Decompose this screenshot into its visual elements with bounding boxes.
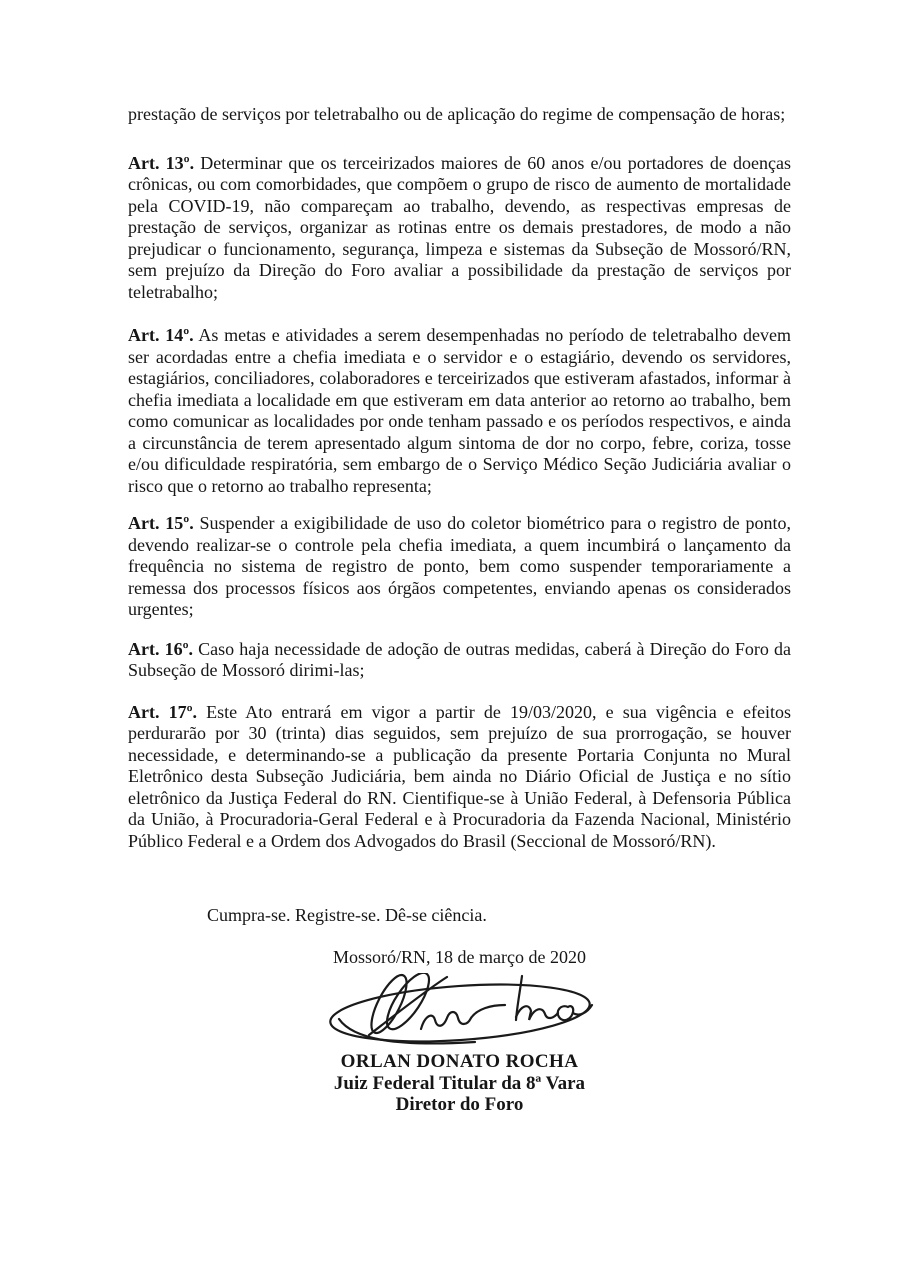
dateline: Mossoró/RN, 18 de março de 2020 [333,946,586,967]
paragraph-text: Suspender a exigibilidade de uso do coletor biométrico para o registro de ponto, devendo realizar-se o controle pela chefia imediata, a quem incumbirá o lançamento da frequência no sistema de registro de ponto, bem como suspender temporariamente a remessa dos processos físicos aos órgãos competentes, enviando apenas os considerados urgentes; [128,513,791,619]
paragraph-art-15 [128,513,791,621]
article-label: Art. 16º. [128,638,194,659]
article-label: Art. 14º. [128,325,194,345]
paragraph-art-16 [128,639,791,682]
article-label: Art. 13º. [128,152,195,173]
signatory-role: Diretor do Foro [395,1094,524,1115]
article-label: Art. 15º. [128,513,194,533]
paragraph-text: As metas e atividades a serem desempenhadas no período de teletrabalho devem ser acordadas entre a chefia imediata e o servidor e o estagiário, devendo os servidores, estagiários, conciliadores, colaboradores e terceirizados que estiveram afastados, informar à chefia imediata a localidade em que estiveram em data anterior ao retorno ao trabalho, bem como comunicar as localidades por onde tenham passado e os períodos respectivos, e ainda a circunstância de terem apresentado algum sintoma de dor no corpo, febre, coriza, tosse e/ou dificuldade respiratória, sem embargo de o Serviço Médico Seção Judiciária avaliar o risco que o retorno ao trabalho representa; [128,325,791,496]
paragraph-art-13 [128,153,791,304]
article-label: Art. 17º. [128,701,198,722]
paragraph-text: Determinar que os terceirizados maiores de 60 anos e/ou portadores de doenças crônicas, ou com comorbidades, que compõem o grupo de risco de aumento de mortalidade pela COVID-19, não compareçam ao trabalho, devendo, as respectivas empresas de prestação de serviços, organizar as rotinas entre os demais prestadores, de modo a não prejudicar o funcionamento, segurança, limpeza e sistemas da Subseção de Mossoró/RN, sem prejuízo da Direção do Foro avaliar a possibilidade da prestação de serviços por teletrabalho; [128,152,791,302]
paragraph-continuation [128,104,791,126]
paragraph-art-17 [128,702,791,853]
closing-line: Cumpra-se. Registre-se. Dê-se ciência. [207,905,487,925]
signature-block [128,973,791,1116]
paragraph-text: Caso haja necessidade de adoção de outras medidas, caberá à Direção do Foro da Subseção de Mossoró dirimi-las; [128,638,791,680]
signatory-title: Juiz Federal Titular da 8ª Vara [333,1072,586,1094]
document-body [128,104,791,852]
signature-section [128,905,791,1116]
paragraph-art-14 [128,325,791,497]
signature-image [325,973,595,1049]
paragraph-text: Este Ato entrará em vigor a partir de 19/03/2020, e sua vigência e efeitos perdurarão por 30 (trinta) dias seguidos, sem prejuízo de sua prorrogação, se houver necessidade, e determinando-se a publicação da presente Portaria Conjunta no Mural Eletrônico desta Subseção Judiciária, bem ainda no Diário Oficial de Justiça e no sítio eletrônico da Justiça Federal do RN. Cientifique-se à União Federal, à Defensoria Pública da União, à Procuradoria-Geral Federal e à Procuradoria da Fazenda Nacional, Ministério Público Federal e a Ordem dos Advogados do Brasil (Seccional de Mossoró/RN). [128,701,791,851]
paragraph-text: prestação de serviços por teletrabalho ou de aplicação do regime de compensação de horas; [128,104,786,124]
signatory-name: ORLAN DONATO ROCHA [340,1051,579,1072]
